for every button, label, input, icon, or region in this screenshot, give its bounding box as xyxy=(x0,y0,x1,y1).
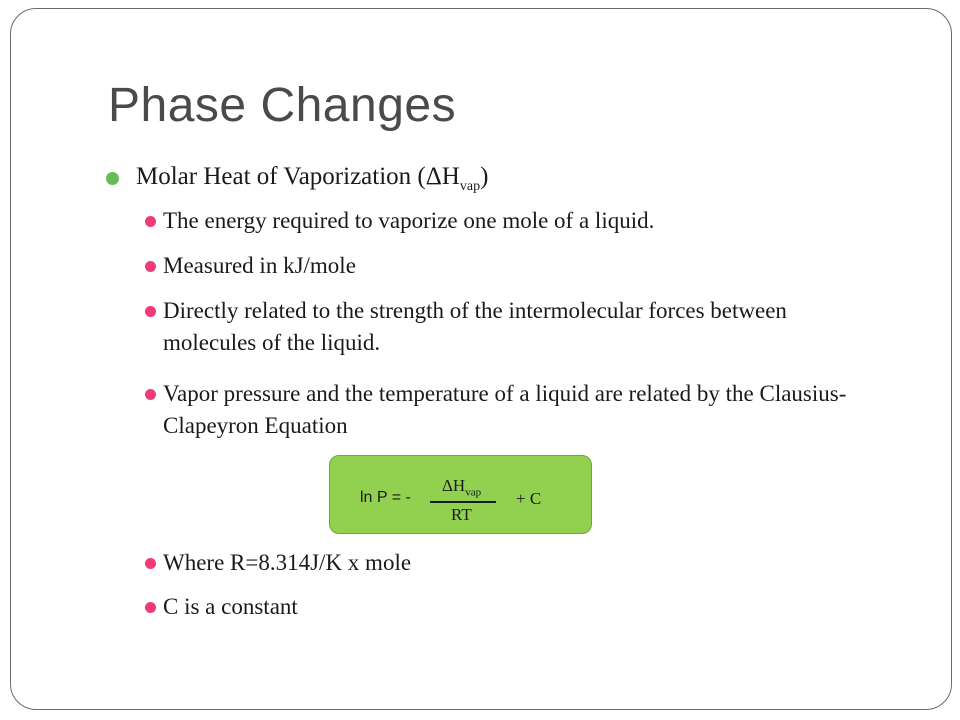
close-paren: ) xyxy=(480,163,489,190)
equation-left: ln P = - xyxy=(360,489,411,506)
sub-bullet-text: Vapor pressure and the temperature of a liquid are related by the Clausius-Clapeyron Equation xyxy=(163,381,847,438)
sub-bullet-text: Directly related to the strength of the intermolecular forces between molecules of the liquid. xyxy=(163,298,787,355)
sub-bullet xyxy=(145,295,885,359)
vap-subscript: vap xyxy=(459,179,481,194)
clausius-clapeyron-equation xyxy=(329,455,592,534)
bullet-dot-icon xyxy=(145,261,156,272)
numerator-subscript: vap xyxy=(465,486,482,499)
sub-bullet xyxy=(145,250,885,282)
sub-bullet xyxy=(145,205,885,237)
equation-numerator xyxy=(442,476,481,498)
fraction-bar xyxy=(430,501,496,503)
sub-bullet-text: Where R=8.314J/K x mole xyxy=(163,550,412,575)
equation-right: + C xyxy=(516,489,542,508)
main-bullet-label: Molar Heat of Vaporization ( xyxy=(136,163,426,190)
sub-bullet-text: The energy required to vaporize one mole of a liquid. xyxy=(163,208,655,233)
numerator-symbol: ΔH xyxy=(442,476,466,495)
sub-bullet xyxy=(145,378,885,442)
equation-denominator: RT xyxy=(451,505,472,524)
sub-bullet-text: C is a constant xyxy=(163,594,298,619)
bullet-dot-icon xyxy=(145,558,156,569)
bullet-dot-icon xyxy=(145,389,156,400)
sub-bullet xyxy=(145,591,885,623)
bullet-dot-icon xyxy=(145,216,156,227)
sub-bullet-text: Measured in kJ/mole xyxy=(163,253,356,278)
delta-h-symbol: ΔH xyxy=(425,163,460,190)
bullet-dot-icon xyxy=(145,306,156,317)
main-bullet-text xyxy=(112,163,488,195)
sub-bullet xyxy=(145,547,885,579)
slide-title: Phase Changes xyxy=(108,79,457,132)
bullet-dot-icon xyxy=(106,172,119,185)
bullet-dot-icon xyxy=(145,602,156,613)
main-bullet xyxy=(112,163,488,195)
